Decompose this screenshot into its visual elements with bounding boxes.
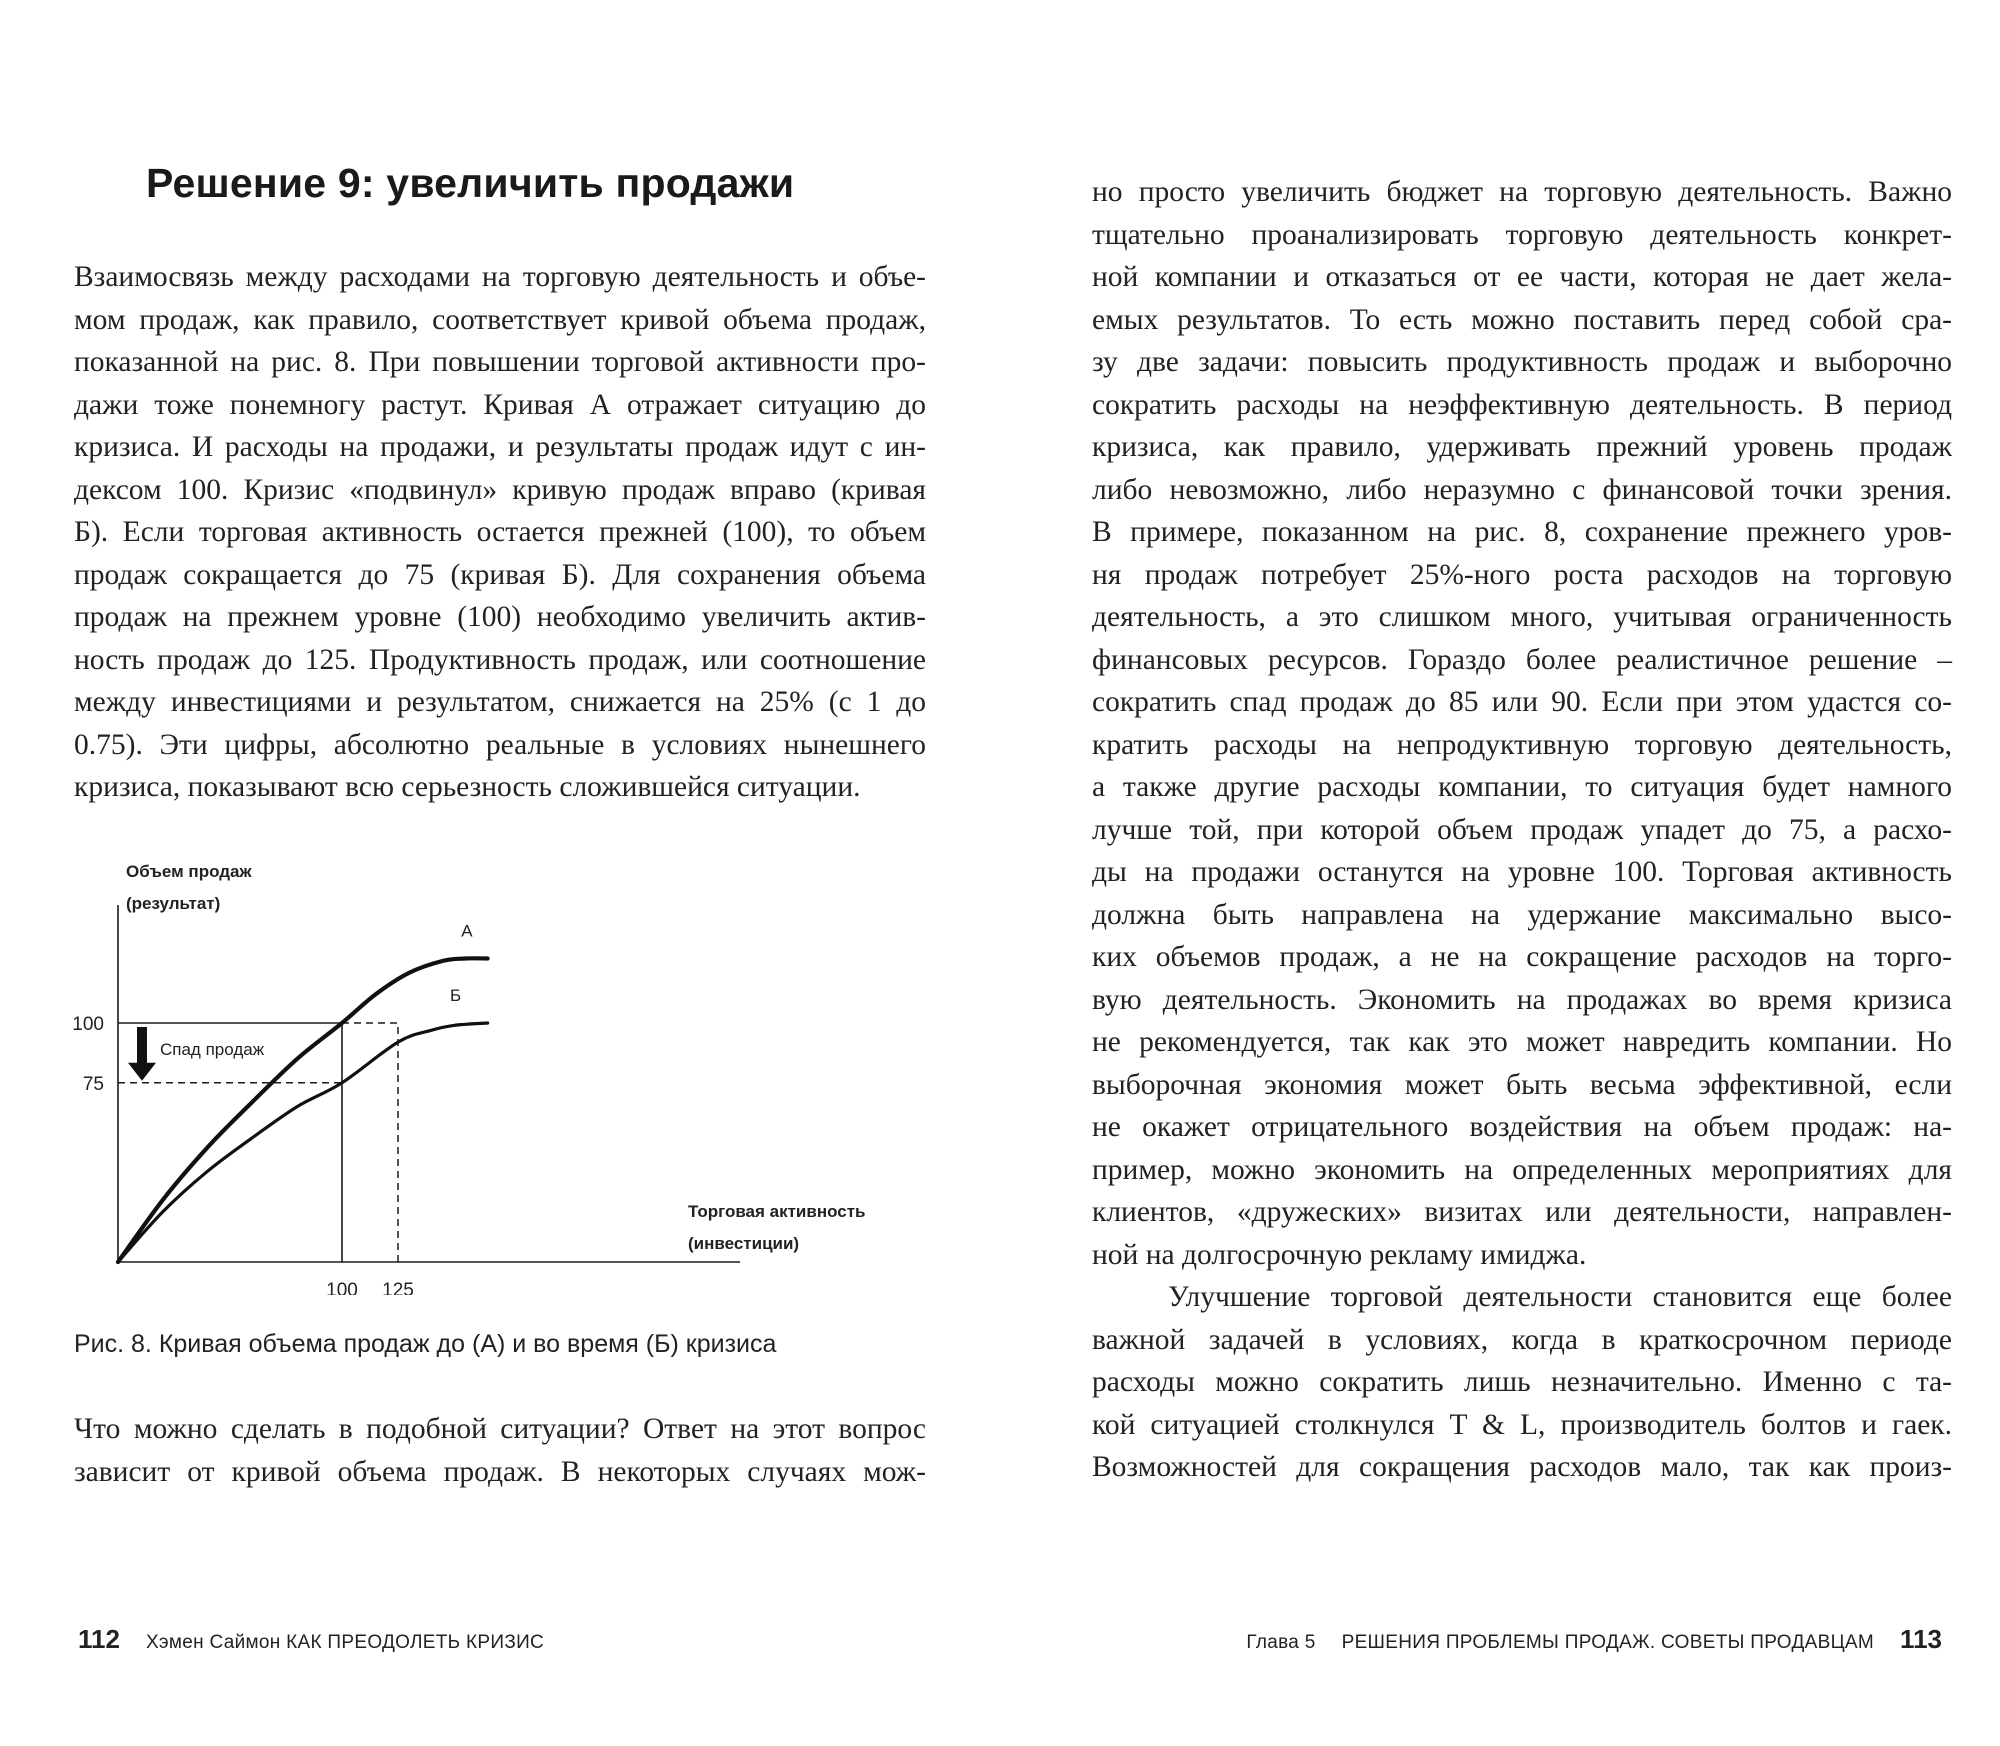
y-axis-title-line-1: Объем продаж: [126, 862, 252, 881]
text-line: ня продаж потребует 25%-ного роста расходов на торговую: [1092, 558, 1952, 591]
text-line: сократить расходы на неэффективную деятельность. В период: [1092, 388, 1952, 421]
right-column: [1092, 171, 1952, 1489]
page-number: 113: [1900, 1624, 1942, 1654]
text-line: лучше той, при которой объем продаж упадет до 75, а расхо-: [1092, 813, 1952, 846]
text-line: В примере, показанном на рис. 8, сохранение прежнего уров-: [1092, 516, 1952, 548]
text-line: между инвестициями и результатом, снижается на 25% (с 1 до: [74, 686, 926, 718]
text-line: зу две задачи: повысить продуктивность продаж и выборочно: [1092, 346, 1952, 378]
text-line: Улучшение торговой деятельности становится еще более: [1168, 1281, 1952, 1313]
text-line: ной на долгосрочную рекламу имиджа.: [1092, 1238, 1587, 1271]
text-line: финансовых ресурсов. Гораздо более реалистичное решение –: [1092, 643, 1952, 676]
figure-caption: Рис. 8. Кривая объема продаж до (А) и во время (Б) кризиса: [74, 1330, 777, 1358]
text-line: вую деятельность. Экономить на продажах во время кризиса: [1092, 983, 1952, 1016]
right-footer: [1246, 1624, 1942, 1655]
x-axis-title-line-1: Торговая активность: [688, 1202, 866, 1221]
text-line: не окажет отрицательного воздействия на объем продаж: на-: [1092, 1111, 1952, 1143]
text-line: кризиса, показывают всю серьезность сложившейся ситуации.: [74, 771, 861, 803]
sales-curve-chart: [0, 845, 1000, 1295]
text-line: должна быть направлена на удержание максимально высо-: [1092, 898, 1952, 931]
text-line: продаж на прежнем уровне (100) необходимо увеличить актив-: [74, 601, 926, 633]
text-line: расходы можно сократить лишь незначительно. Именно с та-: [1092, 1366, 1952, 1398]
text-line: дексом 100. Кризис «подвинул» кривую продаж вправо (кривая: [74, 473, 926, 506]
text-line: ких объемов продаж, а не на сокращение расходов на торго-: [1092, 941, 1952, 973]
text-line: зависит от кривой объема продаж. В некоторых случаях мож-: [74, 1455, 926, 1488]
right-page: [1000, 0, 2000, 1746]
text-line: кой ситуацией столкнулся T & L, производитель болтов и гаек.: [1092, 1408, 1952, 1441]
text-line: продаж сокращается до 75 (кривая Б). Для сохранения объема: [74, 558, 926, 591]
text-line: кратить расходы на непродуктивную торговую деятельность,: [1092, 728, 1952, 761]
series-curve-a: [118, 958, 488, 1262]
left-paragraph-2: [74, 1408, 926, 1493]
text-line: мом продаж, как правило, соответствует кривой объема продаж,: [74, 303, 926, 336]
y-tick-label-100: 100: [72, 1014, 104, 1035]
text-line: ной компании и отказаться от ее части, которая не дает жела-: [1092, 261, 1952, 293]
y-tick-label-75: 75: [82, 1073, 104, 1095]
left-footer: [78, 1624, 544, 1655]
drop-arrow-head: [128, 1063, 156, 1081]
text-line: дажи тоже понемногу растут. Кривая А отражает ситуацию до: [74, 388, 926, 421]
x-tick-label-100: 100: [326, 1280, 358, 1295]
x-tick-label-125: 125: [382, 1280, 414, 1295]
text-line: ность продаж до 125. Продуктивность продаж, или соотношение: [74, 643, 926, 676]
text-line: выборочная экономия может быть весьма эффективной, если: [1092, 1068, 1952, 1101]
series-label-a: А: [461, 921, 473, 941]
text-line: сократить спад продаж до 85 или 90. Если при этом удастся со-: [1092, 686, 1952, 718]
running-header: РЕШЕНИЯ ПРОБЛЕМЫ ПРОДАЖ. СОВЕТЫ ПРОДАВЦАМ: [1341, 1632, 1875, 1653]
text-line: клиентов, «дружеских» визитах или деятельности, направлен-: [1092, 1196, 1952, 1228]
series-label-b: Б: [450, 986, 462, 1005]
text-line: не рекомендуется, так как это может навредить компании. Но: [1092, 1026, 1952, 1058]
text-line: Б). Если торговая активность остается прежней (100), то объем: [74, 516, 926, 548]
text-line: пример, можно экономить на определенных мероприятиях для: [1092, 1153, 1952, 1186]
text-line: Возможностей для сокращения расходов мало, так как произ-: [1092, 1451, 1952, 1483]
text-line: а также другие расходы компании, то ситуация будет намного: [1092, 771, 1952, 803]
text-line: деятельность, а это слишком много, учитывая ограниченность: [1092, 601, 1952, 633]
section-title: Решение 9: увеличить продажи: [146, 160, 795, 206]
left-paragraph-1: [74, 256, 926, 809]
text-line: показанной на рис. 8. При повышении торговой активности про-: [74, 346, 926, 378]
text-line: тщательно проанализировать торговую деятельность конкрет-: [1092, 218, 1952, 251]
drop-arrow-shaft: [137, 1027, 147, 1065]
chart-plot-area: [72, 905, 740, 1295]
text-line: кризиса, как правило, удерживать прежний уровень продаж: [1092, 431, 1952, 463]
annotation-label: Спад продаж: [160, 1039, 265, 1059]
text-line: ды на продажи останутся на уровне 100. Торговая активность: [1092, 856, 1952, 888]
text-line: Что можно сделать в подобной ситуации? Ответ на этот вопрос: [74, 1413, 926, 1445]
running-header: Хэмен Саймон КАК ПРЕОДОЛЕТЬ КРИЗИС: [145, 1632, 545, 1653]
text-line: 0.75). Эти цифры, абсолютно реальные в условиях нынешнего: [74, 728, 926, 761]
chapter-label: Глава 5: [1246, 1632, 1316, 1653]
text-line: важной задачей в условиях, когда в краткосрочном периоде: [1092, 1323, 1952, 1356]
text-line: емых результатов. То есть можно поставить перед собой сра-: [1092, 303, 1952, 336]
page-number: 112: [78, 1624, 120, 1654]
text-line: Взаимосвязь между расходами на торговую деятельность и объе-: [74, 261, 926, 293]
x-axis-title-line-2: (инвестиции): [688, 1234, 800, 1253]
text-line: либо невозможно, либо неразумно с финансовой точки зрения.: [1092, 473, 1952, 506]
text-line: кризиса. И расходы на продажи, и результаты продаж идут с ин-: [74, 431, 926, 463]
text-line: но просто увеличить бюджет на торговую деятельность. Важно: [1092, 176, 1952, 208]
y-axis-title-line-2: (результат): [126, 894, 221, 913]
